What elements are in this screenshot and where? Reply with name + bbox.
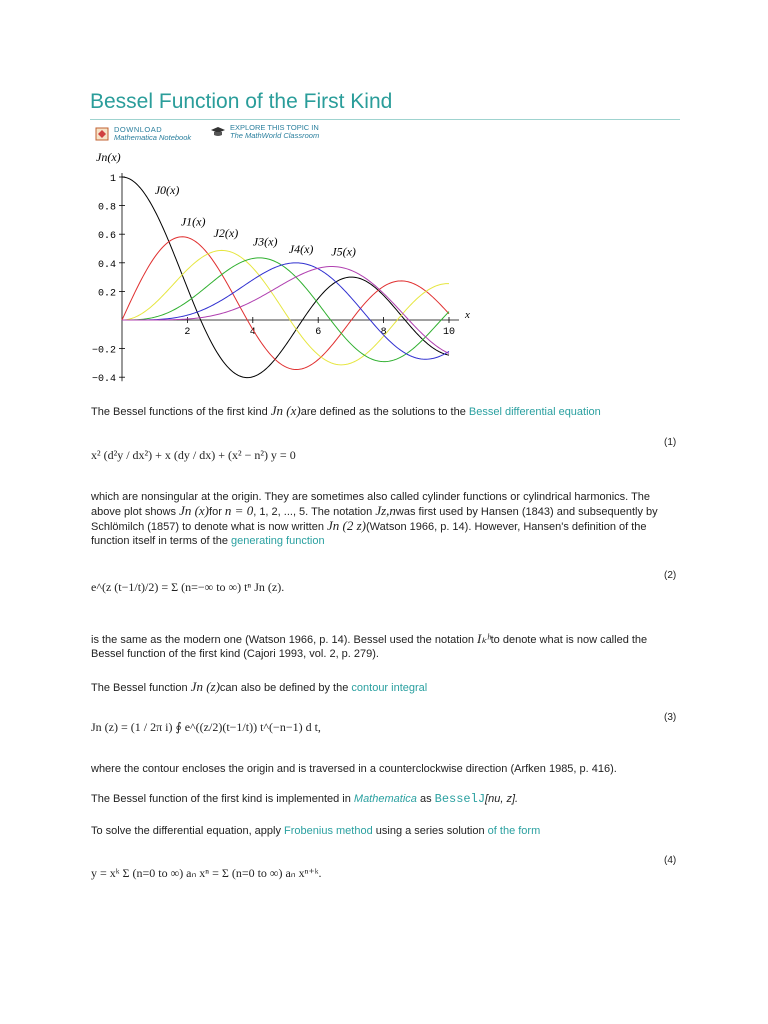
equation-1-number: (1) bbox=[664, 437, 677, 448]
y-tick-label: 0.8 bbox=[97, 202, 116, 214]
x-tick-label: 10 bbox=[442, 327, 456, 338]
x-tick-label: 4 bbox=[249, 327, 256, 338]
explore-classroom-link[interactable] bbox=[210, 124, 319, 140]
equation-4: y = xᵏ Σ (n=0 to ∞) aₙ xⁿ = Σ (n=0 to ∞) aₙ xⁿ⁺ᵏ. bbox=[91, 866, 322, 880]
equation-4-number: (4) bbox=[664, 855, 677, 866]
graduation-cap-icon bbox=[210, 124, 226, 140]
x-tick-label: 8 bbox=[380, 327, 387, 338]
paragraph-frobenius: To solve the differential equation, apply Frobenius method using a series solution of the form bbox=[91, 825, 541, 837]
curve-label: J3(x) bbox=[252, 234, 278, 249]
y-tick-label: 0.2 bbox=[97, 288, 116, 300]
explore-label: EXPLORE THIS TOPIC IN bbox=[230, 123, 319, 132]
bessel-plot bbox=[85, 143, 505, 393]
paragraph-contour-origin: where the contour encloses the origin and is traversed in a counterclockwise direction (Arfken 1985, p. 416). bbox=[91, 763, 617, 775]
frobenius-method-link[interactable]: Frobenius method bbox=[284, 825, 373, 837]
paragraph-intro: The Bessel functions of the first kind Jn (x)are defined as the solutions to the Bessel differential equation bbox=[91, 403, 601, 418]
paragraph-modern: is the same as the modern one (Watson 1966, p. 14). Bessel used the notation Iₖʰto denote what is now called the Bessel function of the first kind (Cajori 1993, vol. 2, p. 279). bbox=[91, 631, 648, 660]
paragraph-mathematica: The Bessel function of the first kind is implemented in Mathematica as BesselJ[nu, z]. bbox=[91, 792, 519, 806]
title-divider bbox=[90, 119, 680, 120]
series-line-j5x bbox=[122, 267, 449, 354]
download-notebook-label: Mathematica Notebook bbox=[114, 133, 192, 142]
x-axis-label: x bbox=[465, 309, 470, 321]
of-the-form-link[interactable]: of the form bbox=[487, 825, 541, 837]
x-tick-label: 2 bbox=[184, 327, 191, 338]
equation-1: x² (d²y / dx²) + x (dy / dx) + (x² − n²) y = 0 bbox=[91, 448, 296, 462]
y-tick-label: −0.2 bbox=[91, 345, 116, 357]
y-tick-label: 1 bbox=[109, 174, 116, 185]
equation-2-number: (2) bbox=[664, 570, 677, 581]
curve-label: J0(x) bbox=[154, 183, 180, 198]
y-tick-label: 0.6 bbox=[97, 231, 116, 243]
equation-3-number: (3) bbox=[664, 712, 677, 723]
download-notebook-link[interactable] bbox=[94, 124, 191, 144]
contour-integral-link[interactable]: contour integral bbox=[351, 682, 428, 694]
y-axis-label: Jn(x) bbox=[96, 150, 121, 164]
math-jn-x: Jn (x) bbox=[270, 403, 301, 418]
y-tick-label: −0.4 bbox=[91, 374, 116, 386]
equation-2: e^(z (t−1/t)/2) = Σ (n=−∞ to ∞) tⁿ Jn (z). bbox=[91, 580, 285, 594]
curve-label: J4(x) bbox=[288, 241, 314, 256]
equation-3: Jn (z) = (1 / 2π i) ∮ e^((z/2)(t−1/t)) t^(−n−1) d t, bbox=[91, 720, 321, 734]
x-tick-label: 6 bbox=[315, 327, 322, 338]
curve-label: J1(x) bbox=[180, 214, 206, 229]
generating-function-link[interactable]: generating function bbox=[231, 535, 325, 547]
y-tick-label: 0.4 bbox=[97, 259, 116, 271]
notebook-icon bbox=[94, 126, 110, 142]
page-title: Bessel Function of the First Kind bbox=[90, 90, 393, 113]
paragraph-nonsingular: which are nonsingular at the origin. They are sometimes also called cylinder functions or cylindrical harmonics. The above plot shows Jn (x)for n = 0, 1, 2, ..., 5. The notation Jz,nwas first used by Hansen (1843) and subsequently by Schlömilch (1857) to denote what is now written Jn (2 z)(Watson 1966, p. 14). However, Hansen's definition of the function itself in terms of the generating function bbox=[91, 491, 658, 547]
curve-label: J2(x) bbox=[213, 226, 239, 241]
download-label: DOWNLOAD bbox=[114, 125, 163, 134]
series-line-j0x bbox=[122, 177, 449, 378]
bessel-differential-equation-link[interactable]: Bessel differential equation bbox=[468, 406, 601, 418]
curve-label: J5(x) bbox=[331, 244, 356, 259]
besselj-code-link[interactable]: BesselJ bbox=[434, 792, 486, 806]
explore-classroom-label: The MathWorld Classroom bbox=[230, 131, 320, 140]
mathematica-link[interactable]: Mathematica bbox=[353, 793, 417, 805]
paragraph-contour: The Bessel function Jn (z)can also be defined by the contour integral bbox=[91, 679, 428, 694]
